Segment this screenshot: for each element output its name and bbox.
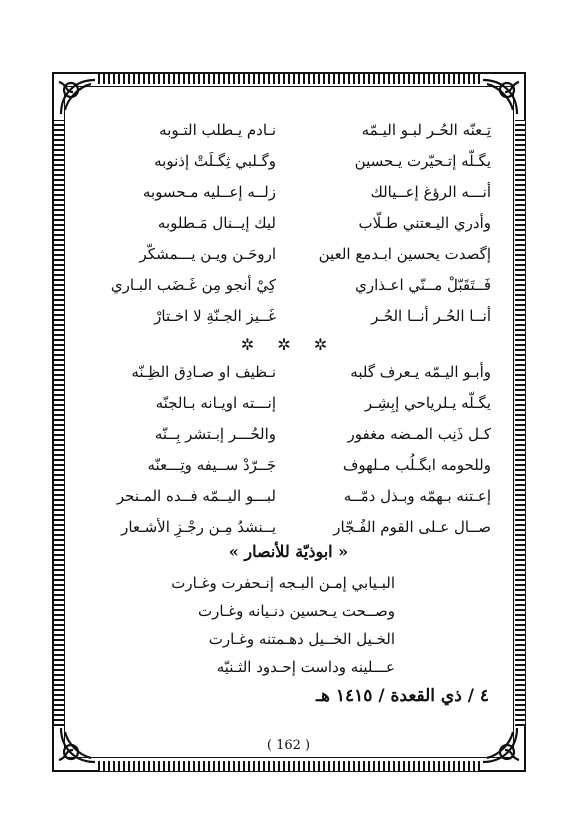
verse-second-hemistich: لبـــو اليــمّه فــده المـنحر xyxy=(116,487,276,505)
verse-first-hemistich: إعـتنه بـهمّه وبـذل دمّــه xyxy=(343,487,491,505)
verse-first-hemistich: وللحومه ابگـلُب مـلهوف xyxy=(342,456,491,474)
verse-first-hemistich: فَــتَقَبّلْ مــنّي اعـذاري xyxy=(355,276,491,294)
frame-bottom-band xyxy=(98,761,480,771)
verse-line xyxy=(78,451,499,479)
verse-first-hemistich: أنــا الحُـر أنــا الحُـر xyxy=(371,307,491,325)
verse-first-hemistich: وأبـو اليـمّه يـعرف گلبه xyxy=(350,363,491,381)
verse-second-hemistich: إنـــته اويـانه بـالجنّه xyxy=(155,394,276,412)
abudhiya-line: الخـيل الخــيل دهـمتنه وغـارت xyxy=(208,630,395,648)
abudhiya-line: عـــلينه وداست إحـدود الثـنيّه xyxy=(216,658,395,676)
verse-second-hemistich: اروحَـن ويـن يـــمشكّر xyxy=(139,245,276,263)
verse-first-hemistich: صــال عـلى القوم الفُـجّار xyxy=(333,518,491,536)
frame-top-band xyxy=(98,74,480,84)
verse-line xyxy=(78,147,499,175)
poem-content xyxy=(78,112,499,760)
verse-second-hemistich: نـظيف او صـادِق الظِـنّه xyxy=(131,363,276,381)
verse-second-hemistich: يــنشدُ مِـن رجْـزِ الأشـعار xyxy=(121,518,276,536)
verse-line xyxy=(78,513,499,541)
abudhiya-line: وصــحت يـحسين دنـيانه وغـارت xyxy=(197,602,395,620)
verse-second-hemistich: زلــه إعــليه مـحسوبه xyxy=(142,183,276,201)
separator-stars: ✲ ✲ ✲ xyxy=(240,335,337,354)
frame-left-band xyxy=(54,120,64,726)
verse-second-hemistich: كِيْ أنجو مِن غَـضَب البـاري xyxy=(110,276,276,294)
verse-line xyxy=(78,116,499,144)
verse-second-hemistich: جَــرّدْ ســيفه وتِـــعنّه xyxy=(147,456,276,474)
verse-second-hemistich: ليك إيــنال مَـطلوبه xyxy=(157,214,276,232)
verse-second-hemistich: والحُـــر إبـتشر بِــنّه xyxy=(154,425,276,443)
verse-first-hemistich: إگصدت يحسين ابـدمع العين xyxy=(318,245,491,263)
verse-second-hemistich: غَــيز الجـنّةِ لا اخـتارْ xyxy=(154,307,276,325)
verse-first-hemistich: تِـعنّه الحُـر لبـو اليـمّه xyxy=(361,121,491,139)
section-title: « ابوذيّة للأنصار » xyxy=(228,542,349,561)
frame-right-band xyxy=(515,120,525,726)
verse-line xyxy=(78,420,499,448)
verse-line xyxy=(78,209,499,237)
verse-second-hemistich: وگـلبي ثِگـلَتْ إذنوبه xyxy=(154,152,276,170)
page-number: ( 162 ) xyxy=(266,738,311,753)
verse-first-hemistich: وأدري اليـعتني طـلّاب xyxy=(358,214,491,232)
verse-first-hemistich: يگـلّه يـلرياحي إبِشِـر xyxy=(364,394,491,412)
date-line: ٤ / ذي القعدة / ١٤١٥ هـ xyxy=(316,686,489,706)
verse-first-hemistich: كـل ذَنِب المـضه مغفور xyxy=(347,425,491,443)
verse-line xyxy=(78,358,499,386)
verse-line xyxy=(78,240,499,268)
verse-line xyxy=(78,178,499,206)
verse-second-hemistich: نـادم يـطلب التـوبه xyxy=(159,121,276,139)
verse-line xyxy=(78,302,499,330)
verse-line xyxy=(78,482,499,510)
verse-line xyxy=(78,389,499,417)
verse-first-hemistich: يگـلّه إتـحيّرت يـحسين xyxy=(354,152,491,170)
verse-line xyxy=(78,271,499,299)
verse-first-hemistich: أنـــه الرؤغ إعــيالك xyxy=(370,183,491,201)
abudhiya-line: البـيابي إمـن البـجه إنـحفرت وغـارت xyxy=(171,574,395,592)
